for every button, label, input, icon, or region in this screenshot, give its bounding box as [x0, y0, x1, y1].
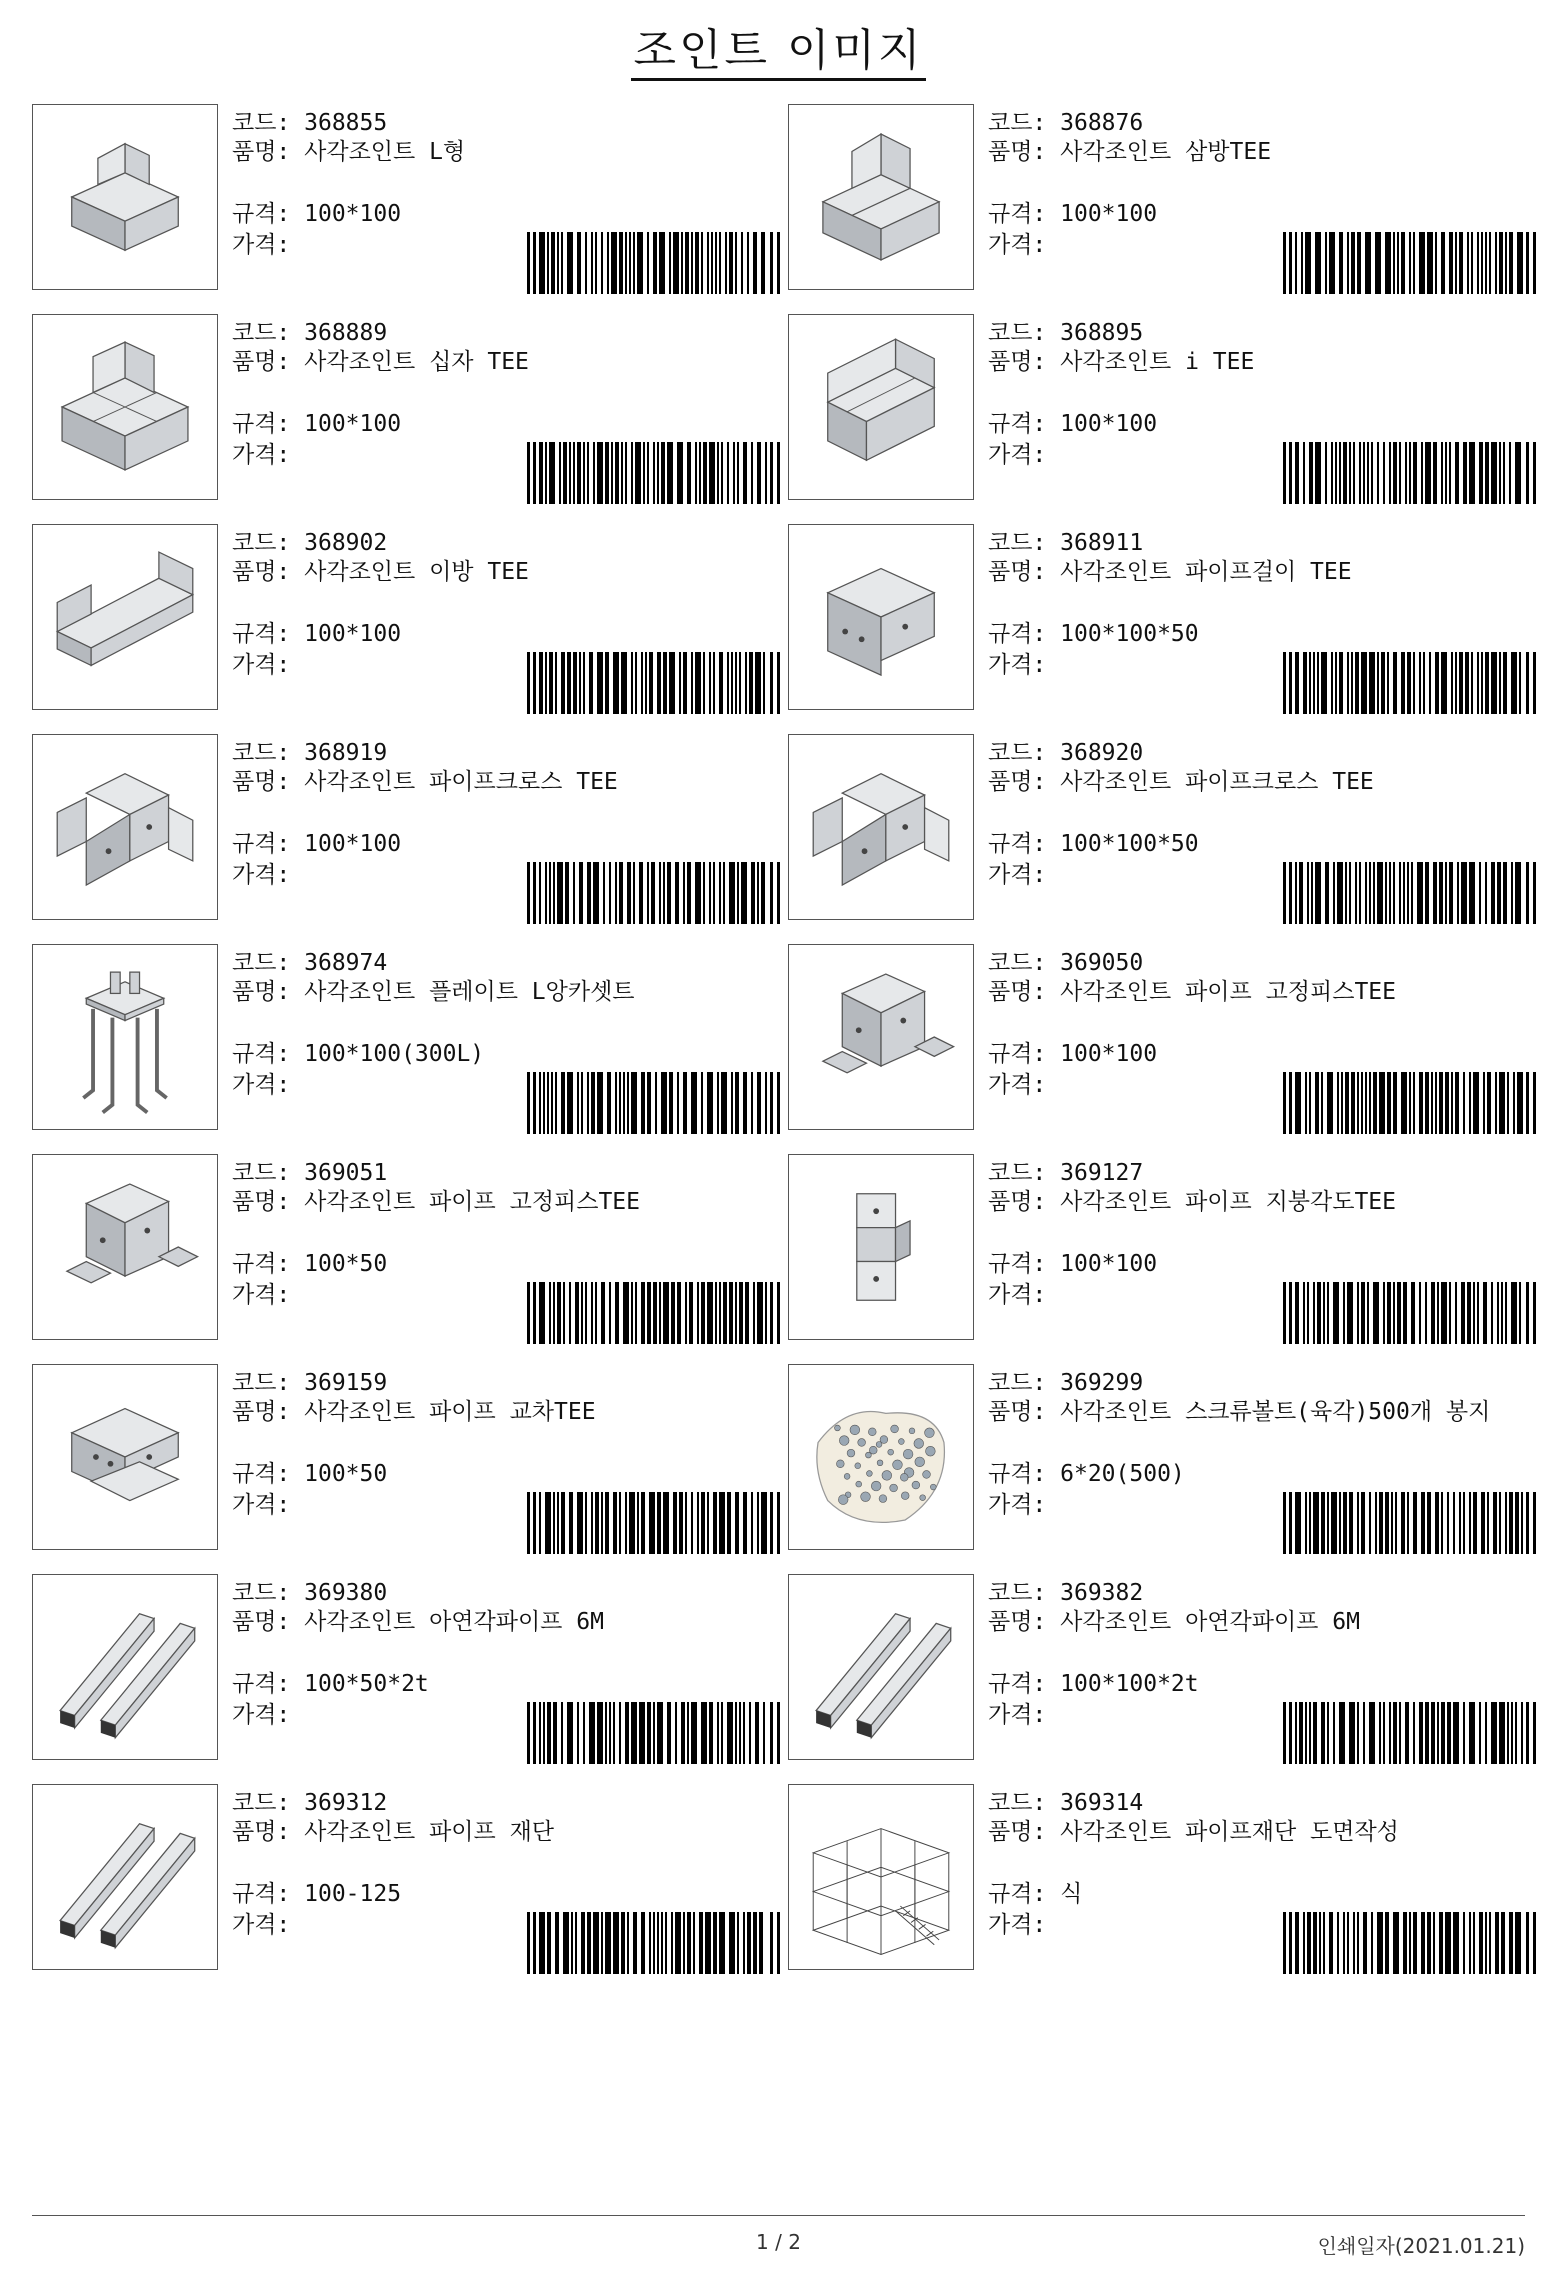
product-card	[32, 734, 792, 926]
spec-label: 규격:	[232, 201, 305, 227]
product-card	[788, 944, 1548, 1136]
screw-bag-icon	[789, 1365, 973, 1549]
product-spec-row	[232, 1459, 792, 1490]
code-label: 코드:	[232, 320, 305, 346]
product-spec: 100*100*2t	[1060, 1671, 1199, 1697]
code-label: 코드:	[988, 1370, 1061, 1396]
product-spec-row	[232, 1879, 792, 1910]
spec-label: 규격:	[988, 1881, 1061, 1907]
product-name-row	[988, 1189, 1548, 1249]
product-name: 사각조인트 파이프 고정피스TEE	[1060, 979, 1396, 1005]
product-code-row	[232, 108, 792, 139]
barcode	[527, 1282, 782, 1344]
product-image	[788, 734, 974, 920]
product-card	[32, 1784, 792, 1976]
product-spec: 100*100	[304, 621, 402, 647]
spec-label: 규격:	[232, 831, 305, 857]
product-name: 사각조인트 파이프크로스 TEE	[1060, 769, 1374, 795]
product-spec-row	[988, 1669, 1548, 1700]
frame-structure-icon	[789, 1785, 973, 1969]
name-label: 품명:	[988, 769, 1061, 795]
product-spec: 100*50	[304, 1461, 388, 1487]
barcode	[1283, 1702, 1538, 1764]
name-label: 품명:	[988, 1399, 1061, 1425]
spec-label: 규격:	[988, 1671, 1061, 1697]
product-name-row	[232, 559, 792, 619]
product-spec: 100*100*50	[1060, 621, 1199, 647]
product-name: 사각조인트 파이프재단 도면작성	[1060, 1819, 1399, 1845]
product-name: 사각조인트 십자 TEE	[304, 349, 529, 375]
product-name: 사각조인트 파이프 고정피스TEE	[304, 1189, 640, 1215]
code-label: 코드:	[988, 1160, 1061, 1186]
product-code: 368919	[304, 740, 388, 766]
product-code: 369159	[304, 1370, 388, 1396]
price-label: 가격:	[988, 1492, 1047, 1518]
page-title-text: 조인트 이미지	[631, 25, 925, 81]
product-name: 사각조인트 i TEE	[1060, 349, 1255, 375]
name-label: 품명:	[232, 349, 305, 375]
product-name-row	[988, 559, 1548, 619]
barcode	[527, 442, 782, 504]
product-code: 368855	[304, 110, 388, 136]
product-code-row	[988, 1788, 1548, 1819]
product-name: 사각조인트 파이프걸이 TEE	[1060, 559, 1352, 585]
product-image	[788, 314, 974, 500]
name-label: 품명:	[988, 1609, 1061, 1635]
product-spec: 100*100	[1060, 201, 1158, 227]
product-code: 368876	[1060, 110, 1144, 136]
price-label: 가격:	[988, 232, 1047, 258]
product-code-row	[988, 528, 1548, 559]
spec-label: 규격:	[988, 411, 1061, 437]
code-label: 코드:	[232, 1790, 305, 1816]
product-name: 사각조인트 플레이트 L앙카셋트	[304, 979, 635, 1005]
anchor-plate-icon	[33, 945, 217, 1129]
product-card	[32, 1154, 792, 1346]
barcode	[1283, 652, 1538, 714]
product-spec-row	[232, 829, 792, 860]
product-spec-row	[232, 199, 792, 230]
barcode	[527, 1492, 782, 1554]
name-label: 품명:	[232, 1189, 305, 1215]
price-label: 가격:	[232, 1912, 291, 1938]
product-code: 369312	[304, 1790, 388, 1816]
product-name-row	[232, 1399, 792, 1459]
product-image	[788, 1574, 974, 1760]
product-code: 369299	[1060, 1370, 1144, 1396]
product-code-row	[988, 108, 1548, 139]
product-code-row	[232, 1788, 792, 1819]
product-card	[32, 314, 792, 506]
product-code-row	[232, 1578, 792, 1609]
product-name-row	[988, 1819, 1548, 1879]
product-spec: 100-125	[304, 1881, 402, 1907]
product-code: 368911	[1060, 530, 1144, 556]
product-code-row	[232, 318, 792, 349]
product-name: 사각조인트 아연각파이프 6M	[1060, 1609, 1360, 1635]
code-label: 코드:	[232, 950, 305, 976]
product-spec-row	[988, 1039, 1548, 1070]
product-spec-row	[232, 1039, 792, 1070]
barcode	[1283, 1912, 1538, 1974]
spec-label: 규격:	[232, 1671, 305, 1697]
name-label: 품명:	[988, 979, 1061, 1005]
product-image	[788, 1364, 974, 1550]
product-image	[32, 1364, 218, 1550]
code-label: 코드:	[988, 110, 1061, 136]
price-label: 가격:	[232, 1282, 291, 1308]
pipe-hanger-tee-icon	[789, 525, 973, 709]
three-way-tee-icon	[789, 105, 973, 289]
product-code-row	[988, 318, 1548, 349]
barcode	[527, 1912, 782, 1974]
product-card	[788, 314, 1548, 506]
code-label: 코드:	[988, 1790, 1061, 1816]
name-label: 품명:	[232, 769, 305, 795]
product-image	[32, 1784, 218, 1970]
product-card	[788, 1364, 1548, 1556]
product-code: 368889	[304, 320, 388, 346]
product-spec-row	[232, 409, 792, 440]
product-name: 사각조인트 파이프 지붕각도TEE	[1060, 1189, 1396, 1215]
code-label: 코드:	[988, 950, 1061, 976]
spec-label: 규격:	[232, 411, 305, 437]
product-code: 369382	[1060, 1580, 1144, 1606]
name-label: 품명:	[988, 1819, 1061, 1845]
product-code: 369050	[1060, 950, 1144, 976]
code-label: 코드:	[232, 1160, 305, 1186]
name-label: 품명:	[988, 139, 1061, 165]
product-spec-row	[232, 619, 792, 650]
product-spec: 100*100	[1060, 411, 1158, 437]
code-label: 코드:	[232, 1580, 305, 1606]
code-label: 코드:	[232, 110, 305, 136]
product-code: 369051	[304, 1160, 388, 1186]
code-label: 코드:	[232, 1370, 305, 1396]
product-code-row	[232, 738, 792, 769]
product-image	[788, 104, 974, 290]
product-spec-row	[988, 829, 1548, 860]
roof-angle-tee-icon	[789, 1155, 973, 1339]
page-number: 1 / 2	[756, 2230, 801, 2254]
square-pipe-icon	[33, 1575, 217, 1759]
product-image	[788, 944, 974, 1130]
spec-label: 규격:	[988, 831, 1061, 857]
product-image	[32, 944, 218, 1130]
product-name-row	[232, 1189, 792, 1249]
product-name: 사각조인트 이방 TEE	[304, 559, 529, 585]
name-label: 품명:	[988, 559, 1061, 585]
product-spec: 100*100	[304, 201, 402, 227]
code-label: 코드:	[988, 1580, 1061, 1606]
price-label: 가격:	[988, 442, 1047, 468]
product-code-row	[988, 1578, 1548, 1609]
product-card	[788, 1154, 1548, 1346]
product-code-row	[232, 1158, 792, 1189]
product-code: 369127	[1060, 1160, 1144, 1186]
name-label: 품명:	[232, 139, 305, 165]
print-date: 인쇄일자(2021.01.21)	[1317, 2234, 1525, 2258]
product-image	[788, 524, 974, 710]
product-name: 사각조인트 파이프 교차TEE	[304, 1399, 596, 1425]
spec-label: 규격:	[232, 1461, 305, 1487]
product-name-row	[232, 979, 792, 1039]
product-spec-row	[988, 199, 1548, 230]
product-spec: 식	[1060, 1881, 1083, 1907]
product-code-row	[988, 948, 1548, 979]
product-spec: 100*50*2t	[304, 1671, 429, 1697]
spec-label: 규격:	[988, 1251, 1061, 1277]
product-spec: 100*100	[1060, 1251, 1158, 1277]
product-name-row	[232, 349, 792, 409]
spec-label: 규격:	[988, 621, 1061, 647]
spec-label: 규격:	[988, 1461, 1061, 1487]
product-spec-row	[988, 409, 1548, 440]
footer-divider	[32, 2215, 1525, 2216]
price-label: 가격:	[232, 1492, 291, 1518]
product-card	[32, 524, 792, 716]
product-code: 369314	[1060, 1790, 1144, 1816]
barcode	[1283, 1282, 1538, 1344]
product-name: 사각조인트 삼방TEE	[1060, 139, 1272, 165]
product-spec-row	[232, 1669, 792, 1700]
product-image	[788, 1154, 974, 1340]
product-card	[32, 1574, 792, 1766]
name-label: 품명:	[232, 979, 305, 1005]
product-name-row	[988, 979, 1548, 1039]
price-label: 가격:	[232, 232, 291, 258]
spec-label: 규격:	[232, 1041, 305, 1067]
product-image	[788, 1784, 974, 1970]
product-spec: 100*100(300L)	[304, 1041, 485, 1067]
spec-label: 규격:	[232, 1251, 305, 1277]
code-label: 코드:	[988, 740, 1061, 766]
price-label: 가격:	[232, 442, 291, 468]
product-spec-row	[232, 1249, 792, 1280]
barcode	[527, 1702, 782, 1764]
square-pipe-icon	[33, 1785, 217, 1969]
product-spec-row	[988, 1459, 1548, 1490]
product-card	[788, 1574, 1548, 1766]
product-name-row	[988, 769, 1548, 829]
barcode	[1283, 1072, 1538, 1134]
product-card	[32, 944, 792, 1136]
product-code-row	[232, 1368, 792, 1399]
product-name-row	[988, 1609, 1548, 1669]
name-label: 품명:	[232, 559, 305, 585]
product-card	[788, 524, 1548, 716]
product-image	[32, 104, 218, 290]
product-name-row	[232, 769, 792, 829]
name-label: 품명:	[232, 1399, 305, 1425]
product-name: 사각조인트 파이프 재단	[304, 1819, 555, 1845]
product-spec: 100*100*50	[1060, 831, 1199, 857]
spec-label: 규격:	[988, 201, 1061, 227]
product-name: 사각조인트 스크류볼트(육각)500개 봉지	[1060, 1399, 1491, 1425]
i-tee-icon	[789, 315, 973, 499]
product-spec: 100*100	[304, 411, 402, 437]
product-spec: 6*20(500)	[1060, 1461, 1185, 1487]
product-code: 368902	[304, 530, 388, 556]
l-joint-icon	[33, 105, 217, 289]
price-label: 가격:	[988, 1072, 1047, 1098]
product-name-row	[232, 1609, 792, 1669]
price-label: 가격:	[232, 652, 291, 678]
code-label: 코드:	[232, 740, 305, 766]
cross-tee-icon	[33, 315, 217, 499]
name-label: 품명:	[988, 349, 1061, 375]
product-card	[32, 104, 792, 296]
pipe-cross-tee-icon	[789, 735, 973, 919]
product-code-row	[988, 1368, 1548, 1399]
barcode	[1283, 232, 1538, 294]
price-label: 가격:	[232, 1072, 291, 1098]
barcode	[1283, 442, 1538, 504]
product-spec: 100*100	[1060, 1041, 1158, 1067]
price-label: 가격:	[988, 652, 1047, 678]
barcode	[527, 232, 782, 294]
price-label: 가격:	[988, 1282, 1047, 1308]
product-name: 사각조인트 아연각파이프 6M	[304, 1609, 604, 1635]
price-label: 가격:	[988, 1702, 1047, 1728]
product-name-row	[988, 349, 1548, 409]
product-code: 368974	[304, 950, 388, 976]
pipe-cross-tee-icon	[33, 735, 217, 919]
product-name: 사각조인트 파이프크로스 TEE	[304, 769, 618, 795]
product-name-row	[232, 1819, 792, 1879]
crossing-tee-icon	[33, 1365, 217, 1549]
product-spec: 100*100	[304, 831, 402, 857]
product-name-row	[232, 139, 792, 199]
price-label: 가격:	[232, 1702, 291, 1728]
product-code-row	[988, 738, 1548, 769]
product-card	[788, 1784, 1548, 1976]
product-code-row	[232, 528, 792, 559]
product-spec-row	[988, 1249, 1548, 1280]
product-card	[788, 734, 1548, 926]
product-spec-row	[988, 1879, 1548, 1910]
barcode	[1283, 1492, 1538, 1554]
product-code-row	[232, 948, 792, 979]
product-card	[32, 1364, 792, 1556]
name-label: 품명:	[232, 1609, 305, 1635]
code-label: 코드:	[232, 530, 305, 556]
barcode	[527, 652, 782, 714]
price-label: 가격:	[988, 1912, 1047, 1938]
price-label: 가격:	[232, 862, 291, 888]
two-way-tee-icon	[33, 525, 217, 709]
name-label: 품명:	[988, 1189, 1061, 1215]
product-code-row	[988, 1158, 1548, 1189]
barcode	[527, 1072, 782, 1134]
product-spec-row	[988, 619, 1548, 650]
spec-label: 규격:	[232, 621, 305, 647]
product-image	[32, 734, 218, 920]
product-code: 368920	[1060, 740, 1144, 766]
barcode	[527, 862, 782, 924]
pipe-clamp-tee-icon	[789, 945, 973, 1129]
product-code: 368895	[1060, 320, 1144, 346]
product-image	[32, 1574, 218, 1760]
spec-label: 규격:	[988, 1041, 1061, 1067]
product-image	[32, 1154, 218, 1340]
product-card	[788, 104, 1548, 296]
product-image	[32, 524, 218, 710]
price-label: 가격:	[988, 862, 1047, 888]
product-spec: 100*50	[304, 1251, 388, 1277]
spec-label: 규격:	[232, 1881, 305, 1907]
code-label: 코드:	[988, 320, 1061, 346]
name-label: 품명:	[232, 1819, 305, 1845]
pipe-clamp-tee-icon	[33, 1155, 217, 1339]
square-pipe-icon	[789, 1575, 973, 1759]
product-name-row	[988, 1399, 1548, 1459]
product-name: 사각조인트 L형	[304, 139, 466, 165]
barcode	[1283, 862, 1538, 924]
code-label: 코드:	[988, 530, 1061, 556]
product-code: 369380	[304, 1580, 388, 1606]
product-name-row	[988, 139, 1548, 199]
product-image	[32, 314, 218, 500]
